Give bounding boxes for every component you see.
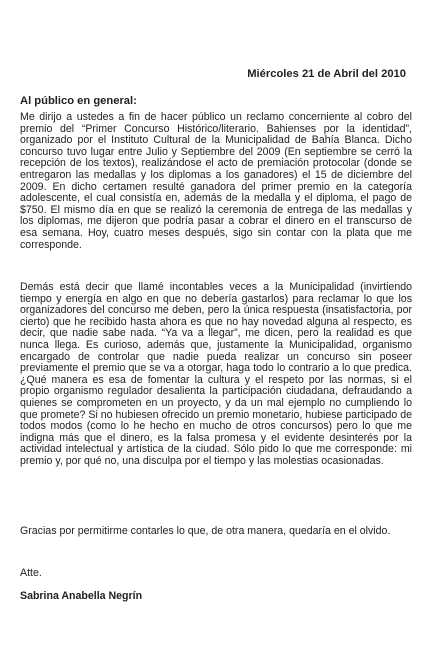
letter-page (20, 0, 412, 665)
letter-closing: Atte. (20, 567, 42, 579)
letter-salutation: Al público en general: (20, 95, 137, 107)
letter-paragraph-1: Me dirijo a ustedes a fin de hacer público un reclamo concerniente al cobro del premio del “Primer Concurso Histórico/literario. Bahienses por la identidad”, organizado por el Instituto Cultural de la Municipalidad de Bahía Blanca. Dicho concurso tuvo lugar entre Julio y Septiembre del 2009 (En septiembre se cerró la recepción de los textos), realizándose el acto de premiación protocolar (donde se entregaron las medallas y los diplomas a los ganadores) el 15 de diciembre del 2009. En dicho certamen resulté ganadora del primer premio en la categoría adolescente, el cual consistía en, además de la medalla y el diploma, el pago de $750. El mismo día en que se realizó la ceremonia de entrega de las medallas y los diplomas, me dijeron que podría pasar a cobrar el dinero en el transcurso de esa semana. Hoy, cuatro meses después, sigo sin contar con la plata que me corresponde. (20, 111, 412, 251)
letter-paragraph-2: Demás está decir que llamé incontables veces a la Municipalidad (invirtiendo tiempo y energía en algo en que no debería gastarlos) para reclamar lo que los organizadores del concurso me deben, pero la única respuesta (insatisfactoria, por cierto) que he recibido hasta ahora es que no hay novedad alguna al respecto, es decir, que nadie sabe nada. “Ya va a llegar”, me dicen, pero la realidad es que nunca llega. Es curioso, además que, justamente la Municipalidad, organismo encargado de controlar que nadie pueda realizar un concurso sin poseer previamente el premio que se va a otorgar, haga todo lo contrario a lo que predica. ¿Qué manera es esa de fomentar la cultura y el respeto por las normas, si el propio organismo regulador desalienta la participación ciudadana, defraudando a quienes se comprometen en un proyecto, y da un mal ejemplo no cumpliendo lo que promete? Si no hubiesen ofrecido un premio monetario, hubiese participado de todos modos (como lo he hecho en mucho de otros concursos) pero lo que me indigna más que el dinero, es la falsa promesa y el evidente desinterés por la actividad intelectual y artística de la ciudad. Sólo pido lo que me corresponde: mi premio y, por qué no, una disculpa por el tiempo y las molestias ocasionadas. (20, 281, 412, 467)
letter-date: Miércoles 21 de Abril del 2010 (247, 68, 406, 80)
letter-signature: Sabrina Anabella Negrín (20, 590, 143, 602)
letter-paragraph-3: Gracias por permitirme contarles lo que, de otra manera, quedaría en el olvido. (20, 525, 391, 537)
